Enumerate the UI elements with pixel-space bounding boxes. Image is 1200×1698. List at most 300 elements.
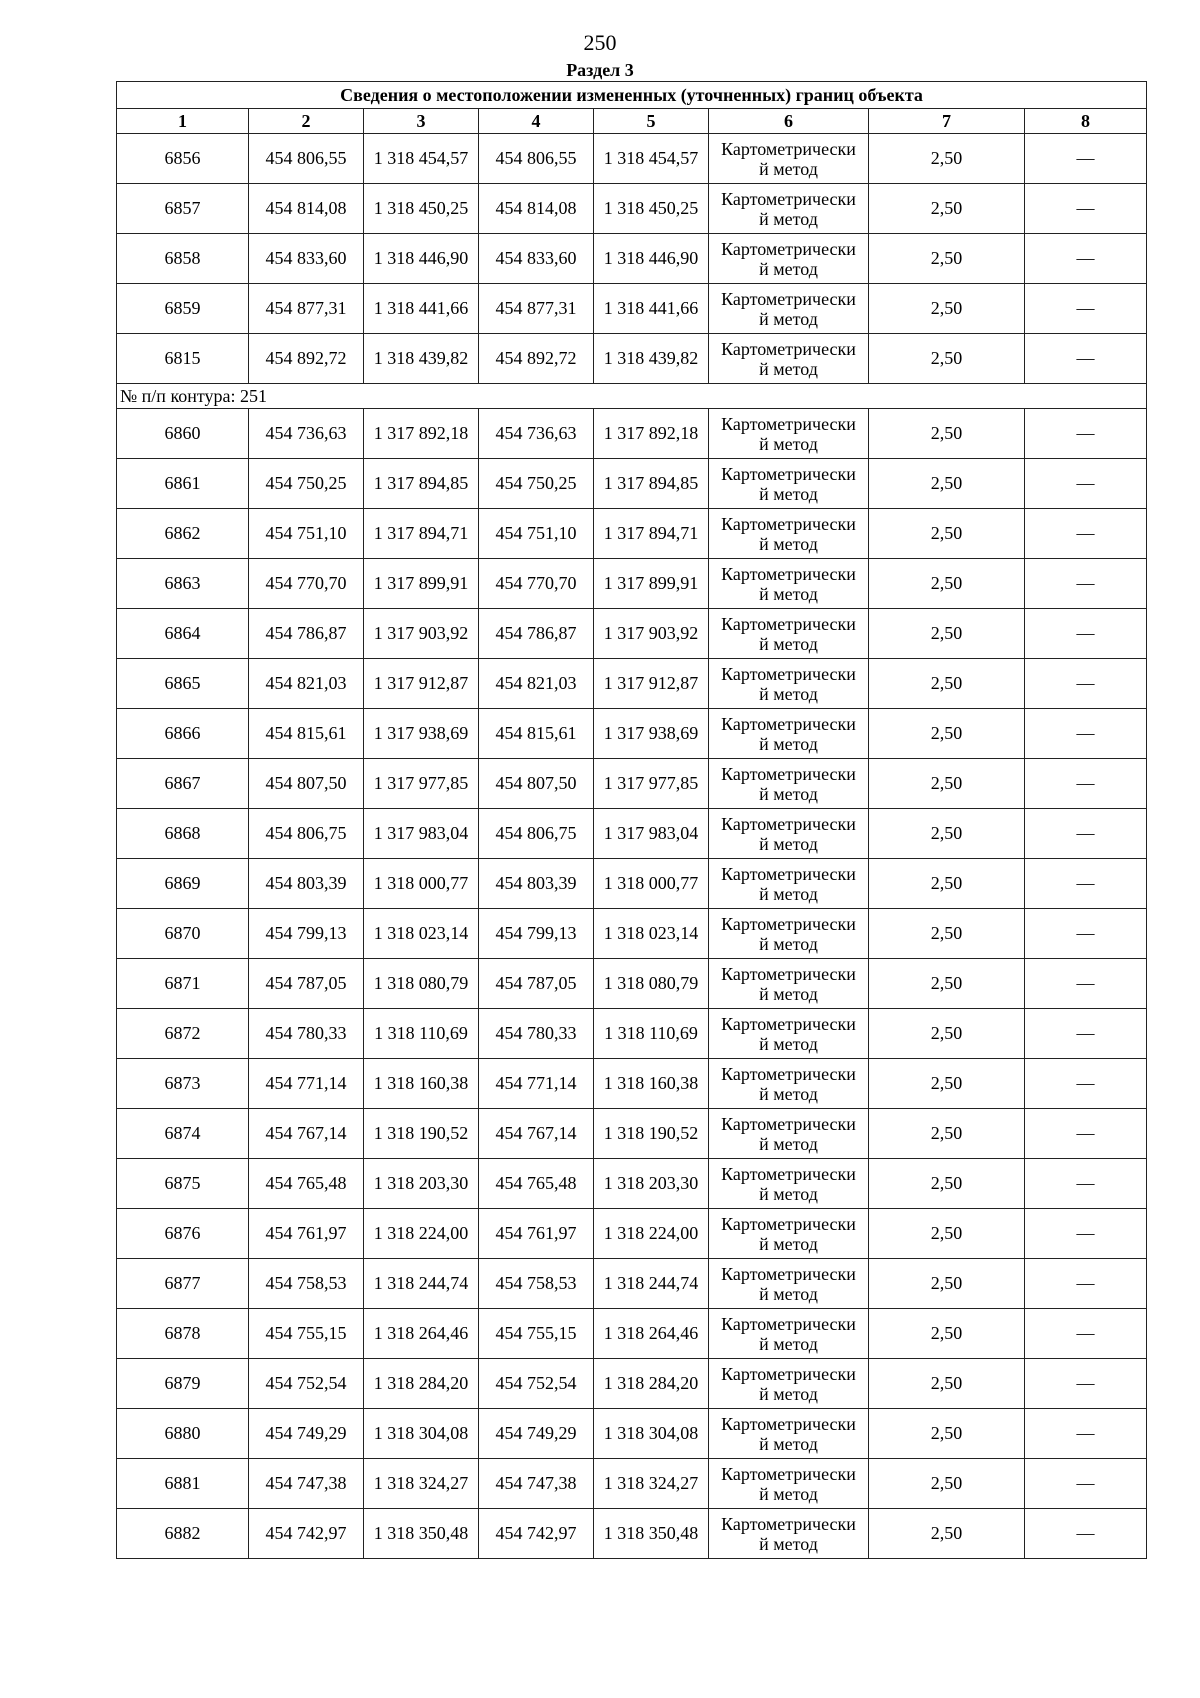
refined-x: 454 751,10	[479, 509, 594, 559]
accuracy: 2,50	[869, 134, 1025, 184]
existing-x: 454 815,61	[249, 709, 364, 759]
refined-y: 1 317 938,69	[594, 709, 709, 759]
point-number: 6864	[117, 609, 249, 659]
table-row	[117, 559, 1147, 609]
refined-x: 454 780,33	[479, 1009, 594, 1059]
refined-x: 454 736,63	[479, 409, 594, 459]
method-cell	[709, 859, 869, 909]
point-number: 6861	[117, 459, 249, 509]
method-line-1: Картометрически	[721, 513, 856, 534]
refined-x: 454 771,14	[479, 1059, 594, 1109]
method-line-2: й метод	[759, 1433, 818, 1454]
method-line-2: й метод	[759, 833, 818, 854]
description: —	[1025, 1509, 1147, 1559]
existing-y: 1 318 439,82	[364, 334, 479, 384]
refined-y: 1 318 439,82	[594, 334, 709, 384]
method-cell	[709, 1459, 869, 1509]
table-row	[117, 809, 1147, 859]
table-body-top	[117, 134, 1147, 384]
refined-x: 454 742,97	[479, 1509, 594, 1559]
refined-x: 454 749,29	[479, 1409, 594, 1459]
method-line-2: й метод	[759, 258, 818, 279]
method-line-2: й метод	[759, 933, 818, 954]
point-number: 6858	[117, 234, 249, 284]
description: —	[1025, 709, 1147, 759]
accuracy: 2,50	[869, 659, 1025, 709]
method-cell	[709, 284, 869, 334]
method-cell	[709, 1109, 869, 1159]
table-row	[117, 509, 1147, 559]
existing-y: 1 318 160,38	[364, 1059, 479, 1109]
method-line-2: й метод	[759, 633, 818, 654]
existing-y: 1 318 454,57	[364, 134, 479, 184]
accuracy: 2,50	[869, 609, 1025, 659]
existing-x: 454 771,14	[249, 1059, 364, 1109]
existing-x: 454 749,29	[249, 1409, 364, 1459]
description: —	[1025, 609, 1147, 659]
method-line-2: й метод	[759, 483, 818, 504]
method-line-2: й метод	[759, 433, 818, 454]
refined-y: 1 318 244,74	[594, 1259, 709, 1309]
refined-y: 1 318 000,77	[594, 859, 709, 909]
refined-y: 1 318 304,08	[594, 1409, 709, 1459]
point-number: 6856	[117, 134, 249, 184]
existing-x: 454 799,13	[249, 909, 364, 959]
existing-y: 1 318 350,48	[364, 1509, 479, 1559]
refined-y: 1 318 190,52	[594, 1109, 709, 1159]
table-row	[117, 1259, 1147, 1309]
method-line-1: Картометрически	[721, 1013, 856, 1034]
accuracy: 2,50	[869, 1409, 1025, 1459]
description: —	[1025, 1059, 1147, 1109]
method-cell	[709, 959, 869, 1009]
point-number: 6882	[117, 1509, 249, 1559]
table-row	[117, 1159, 1147, 1209]
column-number: 4	[479, 109, 594, 134]
point-number: 6868	[117, 809, 249, 859]
method-line-2: й метод	[759, 358, 818, 379]
refined-x: 454 803,39	[479, 859, 594, 909]
refined-y: 1 318 441,66	[594, 284, 709, 334]
method-cell	[709, 809, 869, 859]
existing-x: 454 755,15	[249, 1309, 364, 1359]
table-row	[117, 1409, 1147, 1459]
existing-y: 1 318 324,27	[364, 1459, 479, 1509]
method-line-1: Картометрически	[721, 713, 856, 734]
table-caption: Сведения о местоположении измененных (уточненных) границ объекта	[117, 82, 1147, 109]
refined-x: 454 747,38	[479, 1459, 594, 1509]
method-line-2: й метод	[759, 158, 818, 179]
method-cell	[709, 1009, 869, 1059]
method-cell	[709, 1209, 869, 1259]
accuracy: 2,50	[869, 334, 1025, 384]
refined-y: 1 317 912,87	[594, 659, 709, 709]
existing-y: 1 318 450,25	[364, 184, 479, 234]
existing-y: 1 317 903,92	[364, 609, 479, 659]
refined-x: 454 892,72	[479, 334, 594, 384]
existing-x: 454 765,48	[249, 1159, 364, 1209]
existing-x: 454 780,33	[249, 1009, 364, 1059]
existing-x: 454 806,75	[249, 809, 364, 859]
existing-y: 1 318 284,20	[364, 1359, 479, 1409]
method-cell	[709, 134, 869, 184]
table-row	[117, 284, 1147, 334]
description: —	[1025, 1159, 1147, 1209]
refined-x: 454 786,87	[479, 609, 594, 659]
method-line-2: й метод	[759, 208, 818, 229]
description: —	[1025, 809, 1147, 859]
refined-x: 454 877,31	[479, 284, 594, 334]
existing-x: 454 787,05	[249, 959, 364, 1009]
method-line-1: Картометрически	[721, 763, 856, 784]
description: —	[1025, 1259, 1147, 1309]
method-line-1: Картометрически	[721, 1363, 856, 1384]
accuracy: 2,50	[869, 1509, 1025, 1559]
method-cell	[709, 459, 869, 509]
method-cell	[709, 1409, 869, 1459]
accuracy: 2,50	[869, 1459, 1025, 1509]
method-line-2: й метод	[759, 1083, 818, 1104]
contour-section	[117, 384, 1147, 409]
table-row	[117, 184, 1147, 234]
existing-y: 1 317 894,85	[364, 459, 479, 509]
accuracy: 2,50	[869, 509, 1025, 559]
method-line-1: Картометрически	[721, 1213, 856, 1234]
description: —	[1025, 1459, 1147, 1509]
existing-y: 1 317 894,71	[364, 509, 479, 559]
existing-x: 454 892,72	[249, 334, 364, 384]
existing-y: 1 318 190,52	[364, 1109, 479, 1159]
method-cell	[709, 1059, 869, 1109]
accuracy: 2,50	[869, 709, 1025, 759]
point-number: 6878	[117, 1309, 249, 1359]
method-line-2: й метод	[759, 1133, 818, 1154]
point-number: 6863	[117, 559, 249, 609]
section-title: Раздел 3	[566, 60, 634, 80]
column-number: 3	[364, 109, 479, 134]
method-line-1: Картометрически	[721, 138, 856, 159]
method-line-1: Картометрически	[721, 813, 856, 834]
method-line-1: Картометрически	[721, 1513, 856, 1534]
refined-x: 454 761,97	[479, 1209, 594, 1259]
table-row	[117, 1009, 1147, 1059]
table-row	[117, 1509, 1147, 1559]
existing-x: 454 736,63	[249, 409, 364, 459]
refined-x: 454 750,25	[479, 459, 594, 509]
refined-y: 1 318 324,27	[594, 1459, 709, 1509]
method-line-1: Картометрически	[721, 1463, 856, 1484]
method-line-1: Картометрически	[721, 963, 856, 984]
accuracy: 2,50	[869, 184, 1025, 234]
accuracy: 2,50	[869, 1209, 1025, 1259]
refined-y: 1 318 080,79	[594, 959, 709, 1009]
existing-y: 1 318 264,46	[364, 1309, 479, 1359]
accuracy: 2,50	[869, 1009, 1025, 1059]
refined-y: 1 318 446,90	[594, 234, 709, 284]
method-line-2: й метод	[759, 1383, 818, 1404]
existing-y: 1 318 203,30	[364, 1159, 479, 1209]
table-row	[117, 134, 1147, 184]
description: —	[1025, 759, 1147, 809]
existing-x: 454 807,50	[249, 759, 364, 809]
method-line-2: й метод	[759, 1033, 818, 1054]
existing-y: 1 318 446,90	[364, 234, 479, 284]
method-line-2: й метод	[759, 1333, 818, 1354]
refined-y: 1 318 284,20	[594, 1359, 709, 1409]
refined-y: 1 317 899,91	[594, 559, 709, 609]
method-cell	[709, 184, 869, 234]
column-number-row	[117, 109, 1147, 134]
method-line-2: й метод	[759, 1183, 818, 1204]
description: —	[1025, 1209, 1147, 1259]
accuracy: 2,50	[869, 234, 1025, 284]
method-cell	[709, 1359, 869, 1409]
existing-y: 1 317 892,18	[364, 409, 479, 459]
method-line-2: й метод	[759, 308, 818, 329]
method-cell	[709, 659, 869, 709]
method-line-1: Картометрически	[721, 238, 856, 259]
method-line-2: й метод	[759, 583, 818, 604]
existing-y: 1 318 224,00	[364, 1209, 479, 1259]
point-number: 6879	[117, 1359, 249, 1409]
point-number: 6874	[117, 1109, 249, 1159]
coordinates-table	[116, 81, 1147, 1559]
method-line-1: Картометрически	[721, 1063, 856, 1084]
method-line-2: й метод	[759, 883, 818, 904]
point-number: 6877	[117, 1259, 249, 1309]
existing-x: 454 803,39	[249, 859, 364, 909]
method-cell	[709, 234, 869, 284]
method-cell	[709, 759, 869, 809]
method-cell	[709, 909, 869, 959]
accuracy: 2,50	[869, 1109, 1025, 1159]
refined-y: 1 318 224,00	[594, 1209, 709, 1259]
refined-x: 454 767,14	[479, 1109, 594, 1159]
existing-y: 1 318 110,69	[364, 1009, 479, 1059]
table-body-bottom	[117, 409, 1147, 1559]
refined-y: 1 318 450,25	[594, 184, 709, 234]
method-cell	[709, 1159, 869, 1209]
existing-y: 1 318 244,74	[364, 1259, 479, 1309]
existing-x: 454 742,97	[249, 1509, 364, 1559]
description: —	[1025, 284, 1147, 334]
description: —	[1025, 459, 1147, 509]
column-number: 2	[249, 109, 364, 134]
point-number: 6880	[117, 1409, 249, 1459]
accuracy: 2,50	[869, 1059, 1025, 1109]
refined-y: 1 318 023,14	[594, 909, 709, 959]
refined-y: 1 318 454,57	[594, 134, 709, 184]
description: —	[1025, 134, 1147, 184]
existing-y: 1 318 000,77	[364, 859, 479, 909]
refined-x: 454 758,53	[479, 1259, 594, 1309]
existing-x: 454 761,97	[249, 1209, 364, 1259]
existing-x: 454 750,25	[249, 459, 364, 509]
refined-y: 1 318 264,46	[594, 1309, 709, 1359]
table-row	[117, 459, 1147, 509]
point-number: 6859	[117, 284, 249, 334]
refined-y: 1 317 977,85	[594, 759, 709, 809]
refined-y: 1 317 983,04	[594, 809, 709, 859]
method-cell	[709, 1509, 869, 1559]
existing-y: 1 318 080,79	[364, 959, 479, 1009]
method-line-2: й метод	[759, 683, 818, 704]
point-number: 6862	[117, 509, 249, 559]
method-line-2: й метод	[759, 1283, 818, 1304]
accuracy: 2,50	[869, 759, 1025, 809]
refined-x: 454 807,50	[479, 759, 594, 809]
existing-x: 454 770,70	[249, 559, 364, 609]
method-line-1: Картометрически	[721, 663, 856, 684]
refined-x: 454 821,03	[479, 659, 594, 709]
table-row	[117, 659, 1147, 709]
method-line-2: й метод	[759, 1233, 818, 1254]
table-row	[117, 1359, 1147, 1409]
method-cell	[709, 709, 869, 759]
point-number: 6875	[117, 1159, 249, 1209]
method-line-2: й метод	[759, 1533, 818, 1554]
refined-x: 454 815,61	[479, 709, 594, 759]
method-cell	[709, 559, 869, 609]
refined-y: 1 317 903,92	[594, 609, 709, 659]
existing-y: 1 317 938,69	[364, 709, 479, 759]
table-row	[117, 609, 1147, 659]
existing-y: 1 318 023,14	[364, 909, 479, 959]
column-number: 5	[594, 109, 709, 134]
description: —	[1025, 184, 1147, 234]
description: —	[1025, 859, 1147, 909]
table-row	[117, 859, 1147, 909]
description: —	[1025, 1409, 1147, 1459]
refined-y: 1 318 160,38	[594, 1059, 709, 1109]
refined-y: 1 318 203,30	[594, 1159, 709, 1209]
method-cell	[709, 609, 869, 659]
method-line-1: Картометрически	[721, 613, 856, 634]
point-number: 6867	[117, 759, 249, 809]
existing-x: 454 806,55	[249, 134, 364, 184]
accuracy: 2,50	[869, 1359, 1025, 1409]
refined-x: 454 770,70	[479, 559, 594, 609]
point-number: 6869	[117, 859, 249, 909]
description: —	[1025, 1359, 1147, 1409]
existing-x: 454 747,38	[249, 1459, 364, 1509]
method-line-1: Картометрически	[721, 413, 856, 434]
accuracy: 2,50	[869, 859, 1025, 909]
point-number: 6857	[117, 184, 249, 234]
existing-x: 454 877,31	[249, 284, 364, 334]
method-cell	[709, 334, 869, 384]
point-number: 6870	[117, 909, 249, 959]
refined-x: 454 765,48	[479, 1159, 594, 1209]
point-number: 6860	[117, 409, 249, 459]
table-row	[117, 1209, 1147, 1259]
existing-x: 454 821,03	[249, 659, 364, 709]
method-line-1: Картометрически	[721, 563, 856, 584]
refined-x: 454 806,75	[479, 809, 594, 859]
point-number: 6866	[117, 709, 249, 759]
column-number: 8	[1025, 109, 1147, 134]
table-row	[117, 234, 1147, 284]
table-row	[117, 409, 1147, 459]
existing-x: 454 758,53	[249, 1259, 364, 1309]
method-cell	[709, 1309, 869, 1359]
accuracy: 2,50	[869, 559, 1025, 609]
point-number: 6876	[117, 1209, 249, 1259]
description: —	[1025, 234, 1147, 284]
refined-y: 1 317 892,18	[594, 409, 709, 459]
description: —	[1025, 559, 1147, 609]
existing-y: 1 318 304,08	[364, 1409, 479, 1459]
point-number: 6873	[117, 1059, 249, 1109]
refined-x: 454 814,08	[479, 184, 594, 234]
description: —	[1025, 1009, 1147, 1059]
refined-x: 454 833,60	[479, 234, 594, 284]
accuracy: 2,50	[869, 459, 1025, 509]
existing-y: 1 317 912,87	[364, 659, 479, 709]
page-number: 250	[583, 30, 617, 55]
table-row	[117, 959, 1147, 1009]
existing-x: 454 767,14	[249, 1109, 364, 1159]
method-line-1: Картометрически	[721, 863, 856, 884]
refined-x: 454 755,15	[479, 1309, 594, 1359]
accuracy: 2,50	[869, 1309, 1025, 1359]
existing-y: 1 317 899,91	[364, 559, 479, 609]
method-line-1: Картометрически	[721, 1413, 856, 1434]
method-line-1: Картометрически	[721, 1163, 856, 1184]
description: —	[1025, 909, 1147, 959]
method-line-2: й метод	[759, 983, 818, 1004]
method-line-1: Картометрически	[721, 288, 856, 309]
table-row	[117, 1309, 1147, 1359]
table-row	[117, 709, 1147, 759]
refined-y: 1 318 350,48	[594, 1509, 709, 1559]
description: —	[1025, 1309, 1147, 1359]
accuracy: 2,50	[869, 284, 1025, 334]
accuracy: 2,50	[869, 1159, 1025, 1209]
refined-y: 1 317 894,85	[594, 459, 709, 509]
table-row	[117, 334, 1147, 384]
description: —	[1025, 1109, 1147, 1159]
refined-y: 1 318 110,69	[594, 1009, 709, 1059]
refined-x: 454 799,13	[479, 909, 594, 959]
method-line-1: Картометрически	[721, 913, 856, 934]
contour-label: № п/п контура: 251	[117, 384, 1147, 409]
refined-x: 454 806,55	[479, 134, 594, 184]
description: —	[1025, 509, 1147, 559]
point-number: 6881	[117, 1459, 249, 1509]
method-line-2: й метод	[759, 1483, 818, 1504]
method-line-1: Картометрически	[721, 338, 856, 359]
method-cell	[709, 1259, 869, 1309]
table-row	[117, 1109, 1147, 1159]
accuracy: 2,50	[869, 809, 1025, 859]
table-row	[117, 909, 1147, 959]
table-row	[117, 1059, 1147, 1109]
existing-x: 454 751,10	[249, 509, 364, 559]
method-line-2: й метод	[759, 533, 818, 554]
method-line-2: й метод	[759, 733, 818, 754]
method-line-1: Картометрически	[721, 1263, 856, 1284]
refined-x: 454 787,05	[479, 959, 594, 1009]
existing-x: 454 833,60	[249, 234, 364, 284]
point-number: 6872	[117, 1009, 249, 1059]
existing-y: 1 317 977,85	[364, 759, 479, 809]
accuracy: 2,50	[869, 959, 1025, 1009]
column-number: 1	[117, 109, 249, 134]
existing-y: 1 318 441,66	[364, 284, 479, 334]
point-number: 6815	[117, 334, 249, 384]
contour-row	[117, 384, 1147, 409]
